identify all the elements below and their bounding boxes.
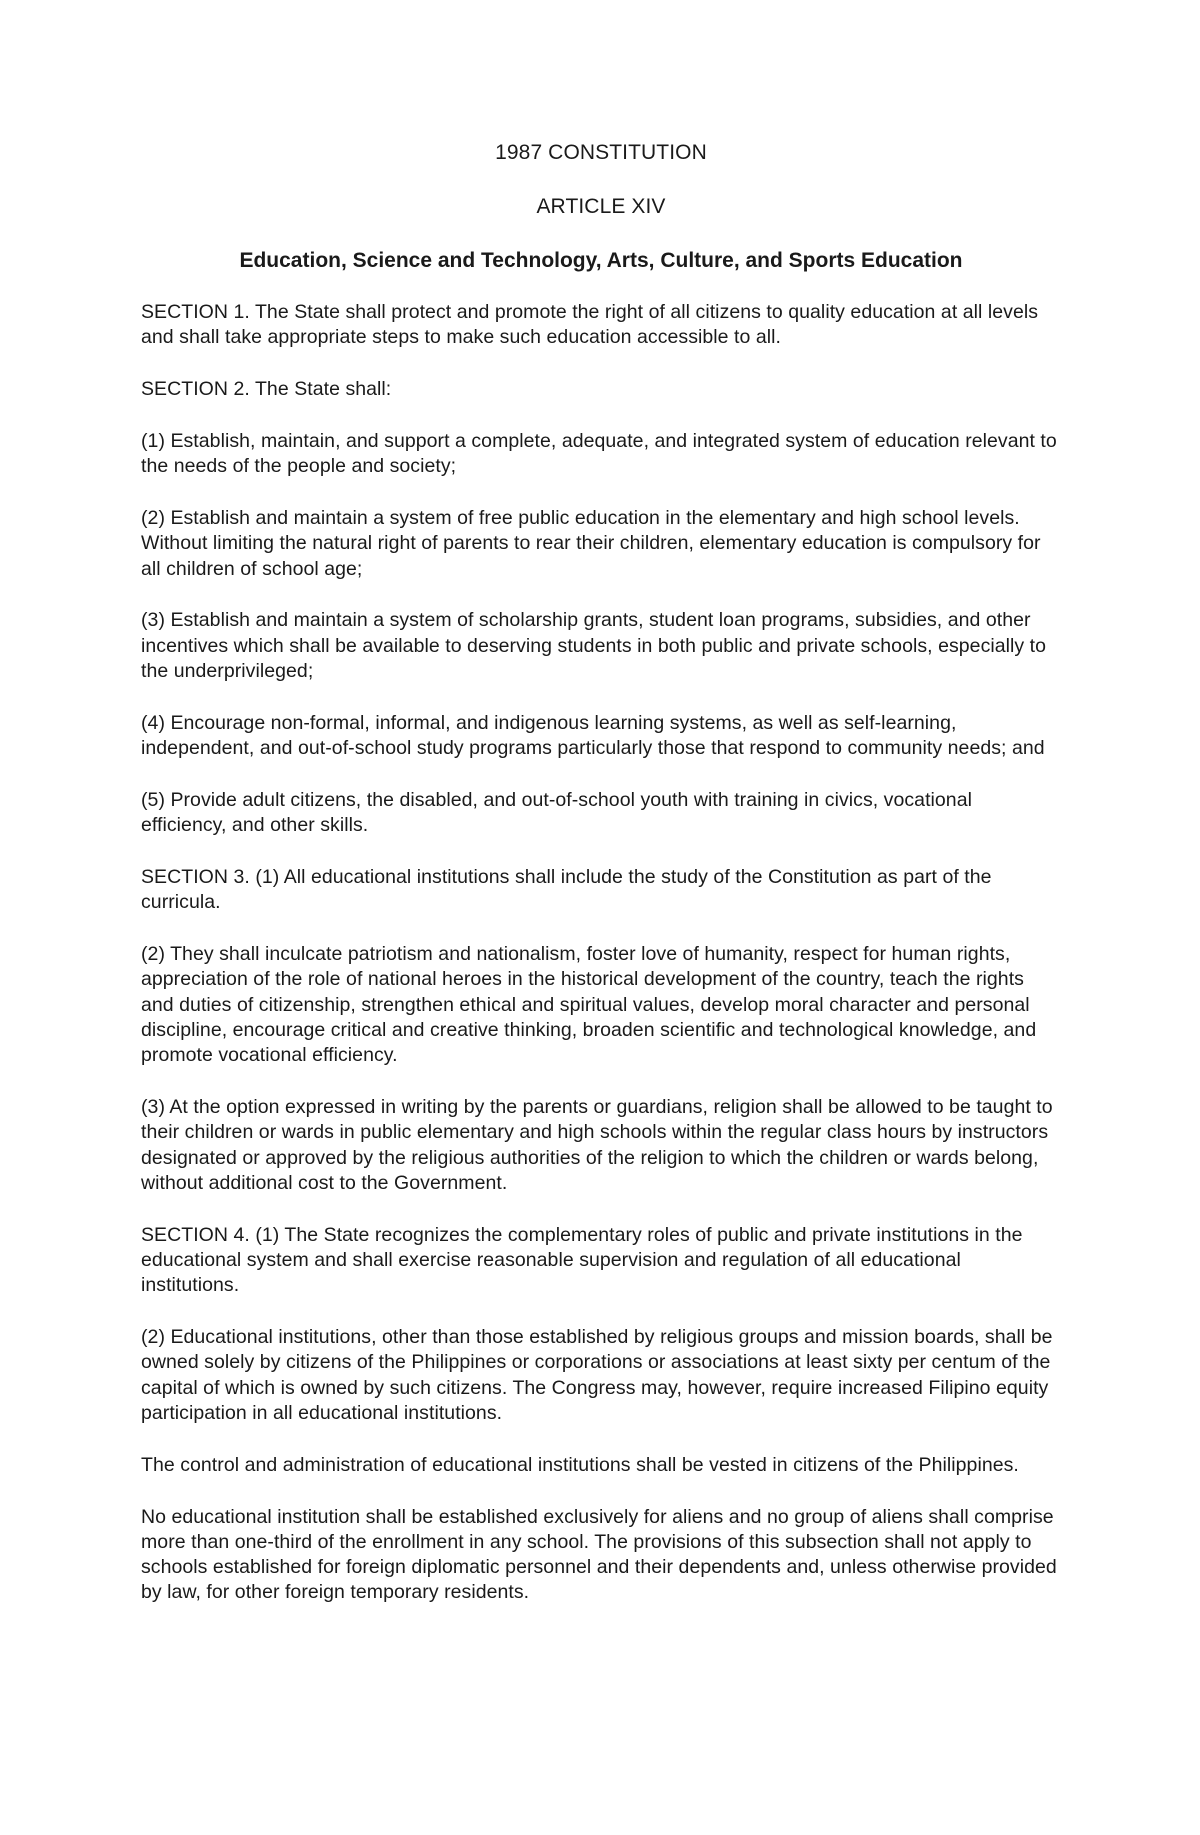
paragraph-section-4-item-2: (2) Educational institutions, other than those established by religious groups and mission boards, shall be owned solely by citizens of the Philippines or corporations or associations at least sixty per centum of the capital of which is owned by such citizens. The Congress may, however, require increased Filipino equity participation in all educational institutions. [141, 1326, 1053, 1424]
paragraph-section-2: SECTION 2. The State shall: [141, 378, 392, 401]
paragraph-section-3-item-3: (3) At the option expressed in writing by the parents or guardians, religion shall be allowed to be taught to their children or wards in public elementary and high schools within the regular class hours by instructors designated or approved by the religious authorities of the religion to which the children or wards belong, without additional cost to the Government. [141, 1096, 1053, 1194]
document-page [141, 140, 1061, 1632]
article-heading: ARTICLE XIV [536, 195, 666, 218]
paragraph-aliens: No educational institution shall be established exclusively for aliens and no group of aliens shall comprise more than one-third of the enrollment in any school. The provisions of this subsection shall not apply to schools established for foreign diplomatic personnel and their dependents and, unless otherwise provided by law, for other foreign temporary residents. [141, 1505, 1057, 1604]
paragraph-section-2-item-1: (1) Establish, maintain, and support a complete, adequate, and integrated system of education relevant to the needs of the people and society; [141, 429, 1057, 478]
paragraph-section-1: SECTION 1. The State shall protect and promote the right of all citizens to quality education at all levels and shall take appropriate steps to make such education accessible to all. [141, 301, 1039, 349]
paragraph-section-2-item-3: (3) Establish and maintain a system of scholarship grants, student loan programs, subsidies, and other incentives which shall be available to deserving students in both public and private schools, especially to the underprivileged; [141, 609, 1047, 682]
section-heading: Education, Science and Technology, Arts, Culture, and Sports Education [239, 249, 963, 272]
document-title: 1987 CONSTITUTION [495, 141, 707, 164]
paragraph-section-2-item-5: (5) Provide adult citizens, the disabled, and out-of-school youth with training in civics, vocational efficiency, and other skills. [141, 788, 972, 837]
paragraph-section-4: SECTION 4. (1) The State recognizes the complementary roles of public and private institutions in the educational system and shall exercise reasonable supervision and regulation of all educational institutions. [141, 1223, 1023, 1297]
paragraph-section-2-item-4: (4) Encourage non-formal, informal, and indigenous learning systems, as well as self-learning, independent, and out-of-school study programs particularly those that respond to community needs; and [141, 711, 1045, 760]
paragraph-section-2-item-2: (2) Establish and maintain a system of free public education in the elementary and high school levels. Without limiting the natural right of parents to rear their children, elementary education is compulsory for all children of school age; [141, 506, 1041, 580]
paragraph-section-3: SECTION 3. (1) All educational institutions shall include the study of the Constitution as part of the curricula. [141, 865, 992, 914]
paragraph-section-3-item-2: (2) They shall inculcate patriotism and nationalism, foster love of humanity, respect for human rights, appreciation of the role of national heroes in the historical development of the country, teach the rights and duties of citizenship, strengthen ethical and spiritual values, develop moral character and personal discipline, encourage critical and creative thinking, broaden scientific and technological knowledge, and promote vocational efficiency. [141, 943, 1037, 1067]
paragraph-control-administration: The control and administration of educational institutions shall be vested in citizens of the Philippines. [141, 1453, 1019, 1476]
